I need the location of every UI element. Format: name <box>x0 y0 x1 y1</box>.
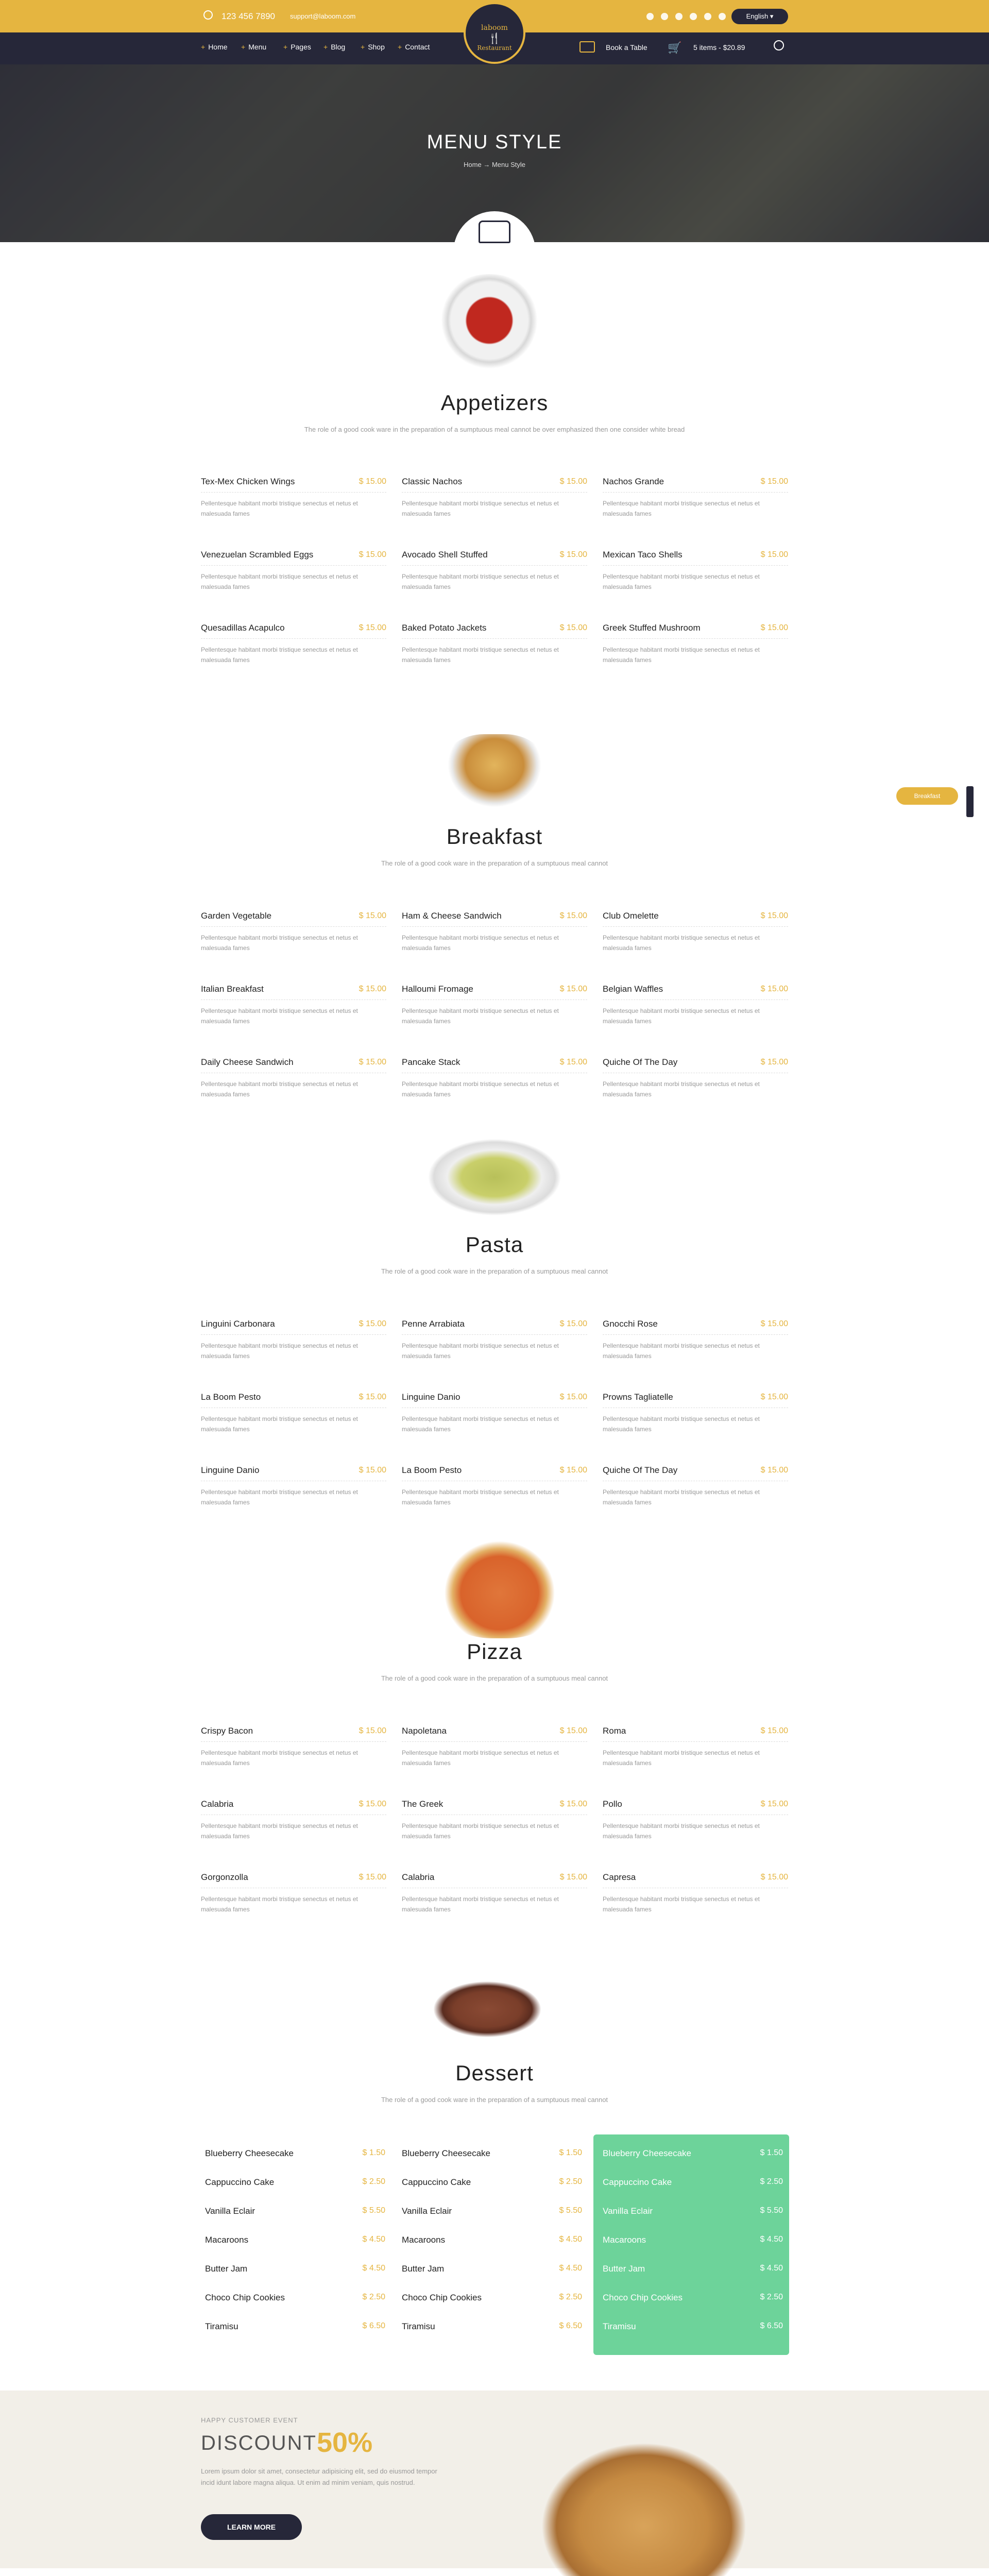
menu-item-description: Pellentesque habitant morbi tristique senectus et netus et malesuada fames <box>201 500 358 517</box>
pizza-title: Pizza <box>467 1639 522 1664</box>
menu-item-name: Napoletana <box>402 1726 447 1736</box>
menu-item-name: Penne Arrabiata <box>402 1319 465 1329</box>
dessert-item-price: $ 4.50 <box>362 2264 385 2273</box>
dessert-item-name: Tiramisu <box>603 2321 636 2331</box>
nav-blog[interactable]: + Blog <box>323 43 345 51</box>
facebook-icon[interactable] <box>646 13 654 20</box>
menu-item-price: $ 15.00 <box>760 623 788 632</box>
menu-item-price: $ 15.00 <box>359 550 386 559</box>
language-select[interactable]: English ▾ <box>731 9 788 24</box>
menu-item-name: Quiche Of The Day <box>603 1465 678 1475</box>
menu-item-description: Pellentesque habitant morbi tristique senectus et netus et malesuada fames <box>402 934 559 952</box>
menu-item-name: Venezuelan Scrambled Eggs <box>201 550 314 560</box>
pancake-image <box>443 734 546 811</box>
breadcrumb-separator: → <box>483 161 490 168</box>
menu-item-name: La Boom Pesto <box>402 1465 462 1475</box>
menu-item-price: $ 15.00 <box>760 1058 788 1066</box>
menu-item-divider <box>603 1815 788 1816</box>
dessert-item-name: Choco Chip Cookies <box>603 2293 683 2302</box>
menu-item-divider <box>603 492 788 493</box>
menu-item-name: Nachos Grande <box>603 477 664 486</box>
learn-more-button[interactable]: LEARN MORE <box>201 2514 302 2540</box>
promo-eyebrow: HAPPY CUSTOMER EVENT <box>201 2416 298 2424</box>
menu-item-description: Pellentesque habitant morbi tristique senectus et netus et malesuada fames <box>201 934 358 952</box>
menu-item-price: $ 15.00 <box>559 1319 587 1328</box>
nav-home[interactable]: + Home <box>201 43 228 51</box>
dessert-item-name: Butter Jam <box>205 2264 248 2274</box>
page-title: MENU STYLE <box>427 131 562 153</box>
dessert-item-price: $ 4.50 <box>760 2264 783 2273</box>
menu-item-divider <box>201 1408 386 1409</box>
menu-item-description: Pellentesque habitant morbi tristique senectus et netus et malesuada fames <box>402 500 559 517</box>
menu-item-description: Pellentesque habitant morbi tristique senectus et netus et malesuada fames <box>603 1415 760 1433</box>
phone-icon <box>203 10 213 20</box>
dessert-item-price: $ 4.50 <box>559 2235 582 2244</box>
menu-item-name: The Greek <box>402 1799 444 1809</box>
cart-summary[interactable]: 5 items - $20.89 <box>693 43 745 52</box>
promo-section <box>0 2391 989 2568</box>
menu-item-divider <box>201 999 386 1001</box>
dessert-item-price: $ 2.50 <box>760 2293 783 2301</box>
menu-item-price: $ 15.00 <box>760 985 788 993</box>
menu-item-description: Pellentesque habitant morbi tristique senectus et netus et malesuada fames <box>603 1080 760 1098</box>
logo-bottom: Restaurant <box>477 44 512 52</box>
dessert-item-name: Vanilla Eclair <box>603 2206 653 2216</box>
menu-item-price: $ 15.00 <box>760 911 788 920</box>
dessert-item-price: $ 5.50 <box>559 2206 582 2215</box>
menu-item-price: $ 15.00 <box>359 1393 386 1401</box>
dessert-item-name: Choco Chip Cookies <box>205 2293 285 2302</box>
menu-item-price: $ 15.00 <box>359 1058 386 1066</box>
menu-item-name: Belgian Waffles <box>603 984 663 994</box>
menu-item-price: $ 15.00 <box>559 1393 587 1401</box>
menu-item-divider <box>201 1888 386 1889</box>
menu-item-description: Pellentesque habitant morbi tristique senectus et netus et malesuada fames <box>603 1342 760 1360</box>
side-breakfast-button[interactable]: Breakfast <box>896 787 958 805</box>
menu-item-price: $ 15.00 <box>359 623 386 632</box>
book-table-link[interactable]: Book a Table <box>606 43 647 52</box>
menu-item-description: Pellentesque habitant morbi tristique senectus et netus et malesuada fames <box>402 1007 559 1025</box>
dessert-item-price: $ 6.50 <box>559 2321 582 2330</box>
menu-item-divider <box>603 999 788 1001</box>
dessert-item-name: Butter Jam <box>603 2264 645 2274</box>
pinterest-icon[interactable] <box>719 13 726 20</box>
menu-item-name: Pancake Stack <box>402 1057 461 1067</box>
top-email[interactable]: support@laboom.com <box>290 12 356 20</box>
menu-item-name: Gnocchi Rose <box>603 1319 658 1329</box>
menu-item-description: Pellentesque habitant morbi tristique senectus et netus et malesuada fames <box>201 1822 358 1840</box>
menu-item-divider <box>201 1815 386 1816</box>
logo-top: laboom <box>481 24 508 32</box>
menu-item-price: $ 15.00 <box>359 911 386 920</box>
nav-shop[interactable]: + Shop <box>361 43 385 51</box>
dessert-item-name: Choco Chip Cookies <box>402 2293 482 2302</box>
menu-item-description: Pellentesque habitant morbi tristique senectus et netus et malesuada fames <box>402 1895 559 1913</box>
menu-item-divider <box>603 1073 788 1074</box>
menu-item-price: $ 15.00 <box>559 623 587 632</box>
site-logo[interactable] <box>464 2 525 64</box>
menu-item-name: Quesadillas Acapulco <box>201 623 285 633</box>
menu-item-price: $ 15.00 <box>760 1873 788 1882</box>
menu-item-description: Pellentesque habitant morbi tristique senectus et netus et malesuada fames <box>201 1342 358 1360</box>
dessert-item-name: Blueberry Cheesecake <box>205 2148 294 2158</box>
menu-item-name: Crispy Bacon <box>201 1726 253 1736</box>
menu-item-price: $ 15.00 <box>559 1800 587 1808</box>
menu-item-name: Garden Vegetable <box>201 911 272 921</box>
menu-item-name: Halloumi Fromage <box>402 984 473 994</box>
menu-item-price: $ 15.00 <box>760 1726 788 1735</box>
pasta-image <box>428 1139 561 1216</box>
menu-item-name: Prowns Tagliatelle <box>603 1392 673 1402</box>
menu-item-divider <box>201 565 386 566</box>
menu-item-price: $ 15.00 <box>760 477 788 486</box>
menu-item-price: $ 15.00 <box>359 1873 386 1882</box>
menu-item-name: Linguini Carbonara <box>201 1319 275 1329</box>
menu-item-divider <box>201 638 386 639</box>
search-icon[interactable] <box>774 40 784 50</box>
menu-item-divider <box>603 1408 788 1409</box>
menu-item-price: $ 15.00 <box>760 1466 788 1475</box>
menu-item-description: Pellentesque habitant morbi tristique senectus et netus et malesuada fames <box>603 1749 760 1767</box>
menu-item-price: $ 15.00 <box>359 1319 386 1328</box>
menu-item-divider <box>201 1481 386 1482</box>
menu-item-name: Club Omelette <box>603 911 659 921</box>
menu-item-divider <box>402 638 587 639</box>
menu-item-name: Linguine Danio <box>201 1465 260 1475</box>
dribbble-icon[interactable] <box>690 13 697 20</box>
breakfast-subtitle: The role of a good cook ware in the preparation of a sumptuous meal cannot <box>381 859 608 867</box>
menu-item-divider <box>201 492 386 493</box>
dessert-item-price: $ 1.50 <box>559 2148 582 2157</box>
dessert-item-price: $ 5.50 <box>362 2206 385 2215</box>
menu-item-description: Pellentesque habitant morbi tristique senectus et netus et malesuada fames <box>402 573 559 590</box>
dessert-item-name: Blueberry Cheesecake <box>603 2148 691 2158</box>
menu-item-price: $ 15.00 <box>559 1873 587 1882</box>
side-scroll-indicator[interactable] <box>966 786 974 817</box>
menu-item-name: La Boom Pesto <box>201 1392 261 1402</box>
google-icon[interactable] <box>704 13 711 20</box>
dessert-item-name: Cappuccino Cake <box>402 2177 471 2187</box>
menu-item-price: $ 15.00 <box>559 477 587 486</box>
menu-item-divider <box>402 492 587 493</box>
menu-item-divider <box>402 1408 587 1409</box>
menu-item-name: Calabria <box>201 1799 234 1809</box>
dessert-item-name: Blueberry Cheesecake <box>402 2148 490 2158</box>
dessert-item-name: Cappuccino Cake <box>603 2177 672 2187</box>
dessert-item-price: $ 4.50 <box>559 2264 582 2273</box>
breakfast-title: Breakfast <box>446 824 543 849</box>
menu-item-description: Pellentesque habitant morbi tristique senectus et netus et malesuada fames <box>603 1488 760 1506</box>
menu-item-description: Pellentesque habitant morbi tristique senectus et netus et malesuada fames <box>603 1007 760 1025</box>
menu-item-divider <box>402 999 587 1001</box>
menu-item-divider <box>201 1334 386 1335</box>
dessert-item-price: $ 2.50 <box>760 2177 783 2186</box>
dessert-item-name: Macaroons <box>205 2235 249 2245</box>
dessert-item-price: $ 6.50 <box>760 2321 783 2330</box>
menu-item-price: $ 15.00 <box>559 1466 587 1475</box>
menu-item-divider <box>603 565 788 566</box>
dessert-item-price: $ 2.50 <box>362 2177 385 2186</box>
cart-icon[interactable]: 🛒 <box>668 41 682 54</box>
menu-item-divider <box>402 565 587 566</box>
menu-item-description: Pellentesque habitant morbi tristique senectus et netus et malesuada fames <box>201 1749 358 1767</box>
menu-item-description: Pellentesque habitant morbi tristique senectus et netus et malesuada fames <box>201 1007 358 1025</box>
menu-item-description: Pellentesque habitant morbi tristique senectus et netus et malesuada fames <box>603 1895 760 1913</box>
menu-item-description: Pellentesque habitant morbi tristique senectus et netus et malesuada fames <box>603 500 760 517</box>
dessert-item-price: $ 4.50 <box>760 2235 783 2244</box>
menu-item-name: Pollo <box>603 1799 622 1809</box>
menu-item-divider <box>201 1073 386 1074</box>
menu-item-description: Pellentesque habitant morbi tristique senectus et netus et malesuada fames <box>402 1488 559 1506</box>
menu-item-description: Pellentesque habitant morbi tristique senectus et netus et malesuada fames <box>402 1342 559 1360</box>
dessert-item-price: $ 6.50 <box>362 2321 385 2330</box>
language-label: English <box>746 12 769 20</box>
menu-item-divider <box>201 926 386 927</box>
menu-item-name: Tex-Mex Chicken Wings <box>201 477 295 486</box>
menu-item-description: Pellentesque habitant morbi tristique senectus et netus et malesuada fames <box>201 1488 358 1506</box>
dessert-item-name: Macaroons <box>402 2235 446 2245</box>
dessert-item-price: $ 4.50 <box>362 2235 385 2244</box>
menu-item-name: Calabria <box>402 1872 435 1882</box>
menu-item-name: Mexican Taco Shells <box>603 550 683 560</box>
menu-item-price: $ 15.00 <box>559 1058 587 1066</box>
dessert-item-name: Macaroons <box>603 2235 646 2245</box>
dessert-item-name: Vanilla Eclair <box>205 2206 255 2216</box>
dessert-item-price: $ 5.50 <box>760 2206 783 2215</box>
menu-item-price: $ 15.00 <box>359 1466 386 1475</box>
soup-image <box>433 274 546 377</box>
menu-item-description: Pellentesque habitant morbi tristique senectus et netus et malesuada fames <box>402 1749 559 1767</box>
dessert-item-name: Tiramisu <box>205 2321 238 2331</box>
menu-item-name: Ham & Cheese Sandwich <box>402 911 502 921</box>
menu-item-divider <box>603 1888 788 1889</box>
dessert-item-price: $ 2.50 <box>559 2293 582 2301</box>
menu-item-description: Pellentesque habitant morbi tristique senectus et netus et malesuada fames <box>402 646 559 664</box>
menu-item-name: Greek Stuffed Mushroom <box>603 623 701 633</box>
menu-item-name: Italian Breakfast <box>201 984 264 994</box>
menu-item-divider <box>402 1073 587 1074</box>
dessert-item-price: $ 1.50 <box>760 2148 783 2157</box>
nav-menu[interactable]: + Menu <box>241 43 266 51</box>
nav-contact[interactable]: + Contact <box>398 43 430 51</box>
menu-item-divider <box>402 1334 587 1335</box>
chef-icon <box>479 221 510 243</box>
menu-item-divider <box>402 926 587 927</box>
pasta-subtitle: The role of a good cook ware in the preparation of a sumptuous meal cannot <box>381 1267 608 1275</box>
dessert-item-price: $ 1.50 <box>362 2148 385 2157</box>
menu-item-name: Capresa <box>603 1872 636 1882</box>
menu-item-divider <box>402 1888 587 1889</box>
breadcrumb <box>0 161 989 168</box>
menu-item-divider <box>201 1741 386 1742</box>
menu-item-description: Pellentesque habitant morbi tristique senectus et netus et malesuada fames <box>201 1895 358 1913</box>
pasta-title: Pasta <box>465 1232 524 1257</box>
menu-item-price: $ 15.00 <box>359 985 386 993</box>
menu-item-name: Baked Potato Jackets <box>402 623 487 633</box>
menu-item-price: $ 15.00 <box>359 477 386 486</box>
appetizers-subtitle: The role of a good cook ware in the preparation of a sumptuous meal cannot be over emphasized then one consider white bread <box>304 426 685 433</box>
menu-item-price: $ 15.00 <box>359 1726 386 1735</box>
menu-item-description: Pellentesque habitant morbi tristique senectus et netus et malesuada fames <box>402 1415 559 1433</box>
menu-item-price: $ 15.00 <box>559 911 587 920</box>
menu-item-divider <box>603 926 788 927</box>
menu-item-price: $ 15.00 <box>760 1393 788 1401</box>
appetizers-title: Appetizers <box>440 391 549 415</box>
menu-item-name: Gorgonzolla <box>201 1872 248 1882</box>
menu-item-description: Pellentesque habitant morbi tristique senectus et netus et malesuada fames <box>603 573 760 590</box>
logo-utensils-icon: 🍴 <box>488 32 501 44</box>
menu-item-price: $ 15.00 <box>559 550 587 559</box>
menu-item-name: Linguine Danio <box>402 1392 461 1402</box>
menu-item-description: Pellentesque habitant morbi tristique senectus et netus et malesuada fames <box>603 934 760 952</box>
dessert-item-name: Butter Jam <box>402 2264 445 2274</box>
menu-item-price: $ 15.00 <box>760 1319 788 1328</box>
top-phone: 123 456 7890 <box>221 11 275 21</box>
menu-item-description: Pellentesque habitant morbi tristique senectus et netus et malesuada fames <box>603 1822 760 1840</box>
breadcrumb-current: Menu Style <box>491 161 525 168</box>
menu-item-description: Pellentesque habitant morbi tristique senectus et netus et malesuada fames <box>201 1080 358 1098</box>
menu-item-price: $ 15.00 <box>760 1800 788 1808</box>
dessert-image <box>422 1968 567 2050</box>
twitter-icon[interactable] <box>661 13 668 20</box>
breadcrumb-home[interactable]: Home <box>464 161 482 168</box>
menu-item-name: Avocado Shell Stuffed <box>402 550 488 560</box>
menu-item-description: Pellentesque habitant morbi tristique senectus et netus et malesuada fames <box>603 646 760 664</box>
promo-discount-label: DISCOUNT <box>201 2432 317 2454</box>
dessert-item-price: $ 2.50 <box>559 2177 582 2186</box>
menu-item-divider <box>603 638 788 639</box>
menu-item-divider <box>603 1481 788 1482</box>
pizza-subtitle: The role of a good cook ware in the preparation of a sumptuous meal cannot <box>381 1674 608 1682</box>
menu-item-name: Quiche Of The Day <box>603 1057 678 1067</box>
dessert-subtitle: The role of a good cook ware in the preparation of a sumptuous meal cannot <box>381 2096 608 2104</box>
dessert-title: Dessert <box>455 2061 534 2085</box>
menu-item-description: Pellentesque habitant morbi tristique senectus et netus et malesuada fames <box>201 573 358 590</box>
menu-item-divider <box>603 1334 788 1335</box>
dessert-item-name: Tiramisu <box>402 2321 435 2331</box>
menu-item-description: Pellentesque habitant morbi tristique senectus et netus et malesuada fames <box>201 646 358 664</box>
bread-basket-image <box>515 2421 773 2576</box>
dessert-item-price: $ 2.50 <box>362 2293 385 2301</box>
dessert-item-name: Vanilla Eclair <box>402 2206 452 2216</box>
menu-item-description: Pellentesque habitant morbi tristique senectus et netus et malesuada fames <box>201 1415 358 1433</box>
instagram-icon[interactable] <box>675 13 683 20</box>
menu-item-name: Daily Cheese Sandwich <box>201 1057 294 1067</box>
menu-item-divider <box>402 1481 587 1482</box>
menu-item-divider <box>402 1741 587 1742</box>
menu-item-price: $ 15.00 <box>559 985 587 993</box>
menu-item-description: Pellentesque habitant morbi tristique senectus et netus et malesuada fames <box>402 1822 559 1840</box>
dessert-item-name: Cappuccino Cake <box>205 2177 275 2187</box>
menu-item-divider <box>603 1741 788 1742</box>
menu-item-name: Roma <box>603 1726 626 1736</box>
menu-item-name: Classic Nachos <box>402 477 463 486</box>
menu-item-price: $ 15.00 <box>559 1726 587 1735</box>
promo-discount-value: 50% <box>317 2427 373 2458</box>
nav-pages[interactable]: + Pages <box>283 43 311 51</box>
menu-item-price: $ 15.00 <box>760 550 788 559</box>
menu-item-divider <box>402 1815 587 1816</box>
table-icon <box>579 41 595 53</box>
pizza-image <box>428 1525 572 1638</box>
menu-item-price: $ 15.00 <box>359 1800 386 1808</box>
menu-item-description: Pellentesque habitant morbi tristique senectus et netus et malesuada fames <box>402 1080 559 1098</box>
promo-text: Lorem ipsum dolor sit amet, consectetur adipisicing elit, sed do eiusmod tempor incid idunt labore magna aliqua. Ut enim ad minim veniam, quis nostrud. <box>201 2467 437 2486</box>
